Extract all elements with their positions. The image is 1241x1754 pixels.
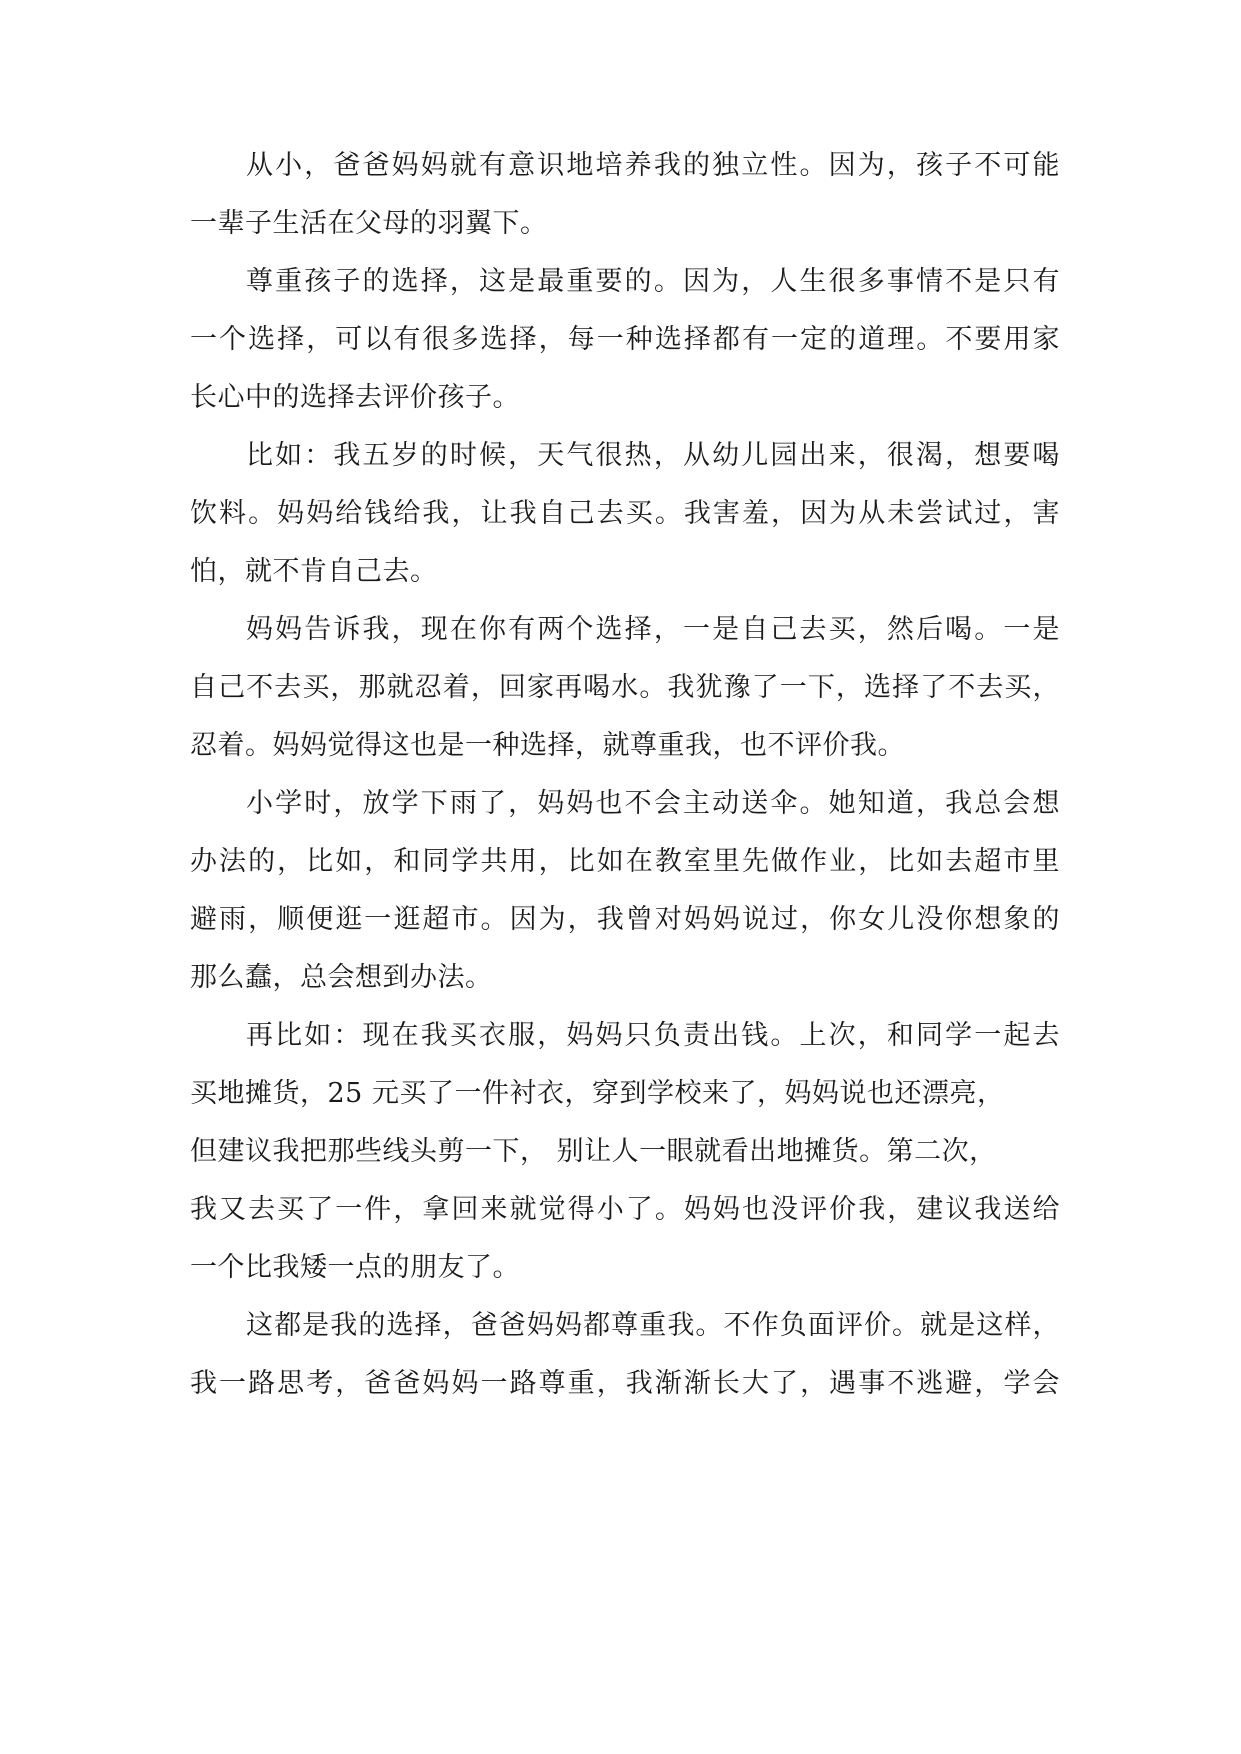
paragraph-2-line-2: 一个选择，可以有很多选择，每一种选择都有一定的道理。不要用家 [190, 324, 1060, 355]
paragraph-4-line-2: 自己不去买，那就忍着，回家再喝水。我犹豫了一下，选择了不去买， [190, 672, 1060, 703]
paragraph-6-line-4: 我又去买了一件，拿回来就觉得小了。妈妈也没评价我，建议我送给 [190, 1194, 1060, 1225]
paragraph-4-line-3: 忍着。妈妈觉得这也是一种选择，就尊重我，也不评价我。 [190, 730, 905, 761]
paragraph-1-line-2: 一辈子生活在父母的羽翼下。 [190, 208, 548, 239]
paragraph-3-line-2: 饮料。妈妈给钱给我，让我自己去买。我害羞，因为从未尝试过，害 [190, 498, 1060, 529]
paragraph-4-line-1: 妈妈告诉我，现在你有两个选择，一是自己去买，然后喝。一是 [246, 614, 1060, 645]
paragraph-3-line-1: 比如：我五岁的时候，天气很热，从幼儿园出来，很渴，想要喝 [246, 440, 1060, 471]
paragraph-6-line-2: 买地摊货，25 元买了一件衬衣，穿到学校来了，妈妈说也还漂亮， [190, 1078, 1005, 1109]
paragraph-2-line-1: 尊重孩子的选择，这是最重要的。因为，人生很多事情不是只有 [246, 266, 1060, 297]
paragraph-5-line-4: 那么蠢，总会想到办法。 [190, 962, 493, 993]
paragraph-5-line-2: 办法的，比如，和同学共用，比如在教室里先做作业，比如去超市里 [190, 846, 1060, 877]
paragraph-7-line-2: 我一路思考，爸爸妈妈一路尊重，我渐渐长大了，遇事不逃避，学会 [190, 1368, 1060, 1399]
paragraph-6-line-3: 但建议我把那些线头剪一下， 别让人一眼就看出地摊货。第二次， [190, 1136, 997, 1167]
paragraph-7-line-1: 这都是我的选择，爸爸妈妈都尊重我。不作负面评价。就是这样， [246, 1310, 1060, 1341]
paragraph-2-line-3: 长心中的选择去评价孩子。 [190, 382, 520, 413]
paragraph-5-line-3: 避雨，顺便逛一逛超市。因为，我曾对妈妈说过，你女儿没你想象的 [190, 904, 1060, 935]
paragraph-6-line-5: 一个比我矮一点的朋友了。 [190, 1252, 520, 1283]
paragraph-6-line-1: 再比如：现在我买衣服，妈妈只负责出钱。上次，和同学一起去 [246, 1020, 1060, 1051]
paragraph-5-line-1: 小学时，放学下雨了，妈妈也不会主动送伞。她知道，我总会想 [246, 788, 1060, 819]
paragraph-3-line-3: 怕，就不肯自己去。 [190, 556, 438, 587]
paragraph-1-line-1: 从小，爸爸妈妈就有意识地培养我的独立性。因为，孩子不可能 [246, 150, 1060, 181]
